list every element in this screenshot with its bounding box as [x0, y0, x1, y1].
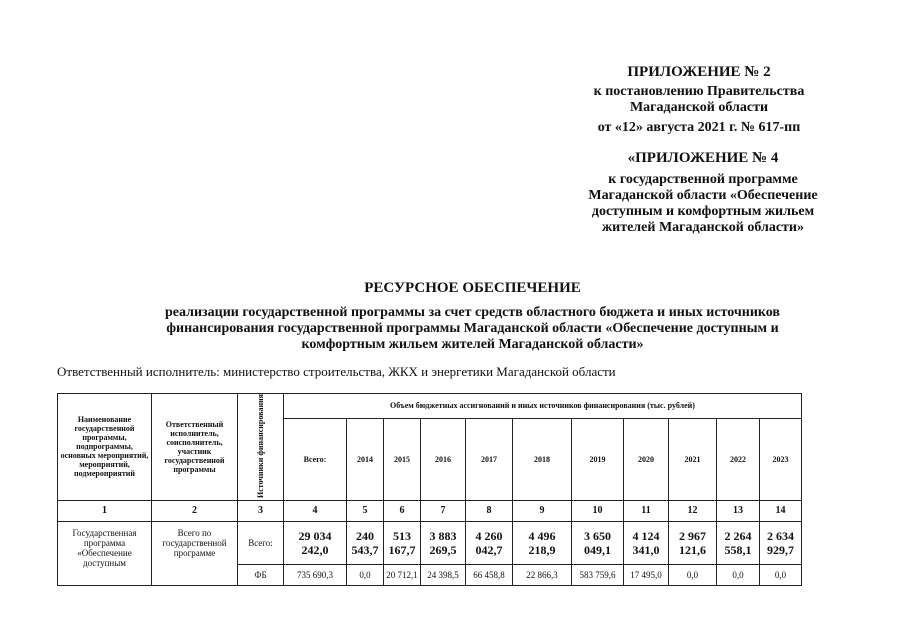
value-cell: [466, 521, 513, 564]
header-source: Источники финансирования: [256, 394, 265, 498]
value-part: 3 883: [429, 528, 457, 543]
value-cell: [384, 521, 421, 564]
appendix-4-line: к государственной программе: [608, 172, 798, 187]
appendix-4-line: доступным и комфортным жильем: [591, 204, 815, 219]
header-program-name: Наименование государственной программы, подпрограммы, основных мероприятий, мероприятий, подмероприятий: [58, 394, 152, 501]
appendix-4-block: [563, 150, 843, 236]
value-cell: 22 866,3: [513, 564, 572, 585]
value-part: 3 650: [584, 528, 611, 543]
appendix-4-line: Магаданской области «Обеспечение: [588, 188, 818, 203]
column-number: 11: [624, 500, 669, 521]
value-cell: [347, 521, 384, 564]
appendix-2-title: ПРИЛОЖЕНИЕ № 2: [627, 64, 771, 80]
value-cell: [624, 521, 669, 564]
value-part: 2 634: [767, 528, 794, 543]
value-part: 167,7: [388, 542, 416, 557]
year-header: 2023: [760, 418, 802, 500]
header-source-cell: [238, 394, 284, 501]
year-header: 2017: [466, 418, 513, 500]
appendix-2-line: Магаданской области: [629, 100, 769, 115]
value-cell: 583 759,6: [572, 564, 624, 585]
value-part: 4 260: [475, 528, 503, 543]
year-header: 2021: [669, 418, 717, 500]
year-header: 2018: [513, 418, 572, 500]
value-cell: 0,0: [347, 564, 384, 585]
heading-title: РЕСУРСНОЕ ОБЕСПЕЧЕНИЕ: [364, 280, 581, 296]
value-part: 513: [393, 528, 411, 543]
year-header: Всего:: [284, 418, 347, 500]
value-part: 341,0: [632, 542, 660, 557]
column-number: 9: [513, 500, 572, 521]
value-part: 929,7: [767, 542, 794, 557]
value-cell: 24 398,5: [421, 564, 466, 585]
column-number: 3: [238, 500, 284, 521]
year-header: 2022: [717, 418, 760, 500]
appendix-2-line: к постановлению Правительства: [593, 84, 805, 99]
value-part: 049,1: [584, 542, 611, 557]
column-number: 12: [669, 500, 717, 521]
value-cell: [513, 521, 572, 564]
heading-line: комфортным жильем жителей Магаданской области»: [301, 337, 644, 352]
value-cell: 66 458,8: [466, 564, 513, 585]
appendix-2-block: [569, 64, 829, 136]
column-number: 4: [284, 500, 347, 521]
heading-line: финансирования государственной программы Магаданской области «Обеспечение доступным и: [166, 321, 779, 336]
column-number: 2: [152, 500, 238, 521]
column-number: 5: [347, 500, 384, 521]
value-part: 543,7: [351, 542, 379, 557]
source-cell: ФБ: [238, 564, 284, 585]
value-cell: 0,0: [717, 564, 760, 585]
source-cell: Всего:: [238, 521, 284, 564]
table-row: [58, 521, 802, 564]
value-cell: 735 690,3: [284, 564, 347, 585]
column-number: 8: [466, 500, 513, 521]
header-executor: Ответственный исполнитель, соисполнитель, участник государственной программы: [152, 394, 238, 501]
column-number: 13: [717, 500, 760, 521]
year-header: 2019: [572, 418, 624, 500]
value-part: 242,0: [301, 542, 329, 557]
value-cell: 0,0: [760, 564, 802, 585]
value-part: 042,7: [475, 542, 503, 557]
column-number: 7: [421, 500, 466, 521]
column-number: 14: [760, 500, 802, 521]
appendix-4-line: жителей Магаданской области»: [602, 220, 804, 235]
value-cell: 20 712,1: [384, 564, 421, 585]
appendix-4-title: «ПРИЛОЖЕНИЕ № 4: [627, 150, 779, 166]
value-part: 2 264: [724, 528, 752, 543]
value-part: 269,5: [429, 542, 457, 557]
value-part: 558,1: [724, 542, 752, 557]
value-cell: [760, 521, 802, 564]
program-name-cell: Государственная программа «Обеспечение доступным: [58, 521, 152, 585]
value-cell: [717, 521, 760, 564]
column-number: 10: [572, 500, 624, 521]
value-cell: [669, 521, 717, 564]
value-part: 218,9: [528, 542, 556, 557]
header-volume: Объем бюджетных ассигнований и иных источников финансирования (тыс. рублей): [284, 394, 802, 419]
value-part: 240: [356, 528, 374, 543]
resource-table: [57, 393, 802, 586]
value-cell: 17 495,0: [624, 564, 669, 585]
value-cell: 0,0: [669, 564, 717, 585]
value-cell: [421, 521, 466, 564]
year-header: 2016: [421, 418, 466, 500]
value-cell: [284, 521, 347, 564]
year-header: 2020: [624, 418, 669, 500]
appendix-2-date: от «12» августа 2021 г. № 617-пп: [597, 120, 801, 135]
year-header: 2015: [384, 418, 421, 500]
executor-cell: Всего по государственной программе: [152, 521, 238, 585]
value-part: 4 496: [528, 528, 556, 543]
document-heading: [0, 280, 905, 353]
value-part: 4 124: [632, 528, 660, 543]
column-number: 6: [384, 500, 421, 521]
value-part: 29 034: [298, 528, 332, 543]
column-number: 1: [58, 500, 152, 521]
value-cell: [572, 521, 624, 564]
heading-subtitle: [40, 305, 905, 353]
heading-line: реализации государственной программы за счет средств областного бюджета и иных источников: [164, 305, 780, 320]
responsible-executor: Ответственный исполнитель: министерство строительства, ЖКХ и энергетики Магаданской области: [57, 364, 616, 379]
value-part: 2 967: [679, 528, 706, 543]
year-header: 2014: [347, 418, 384, 500]
value-part: 121,6: [679, 542, 706, 557]
